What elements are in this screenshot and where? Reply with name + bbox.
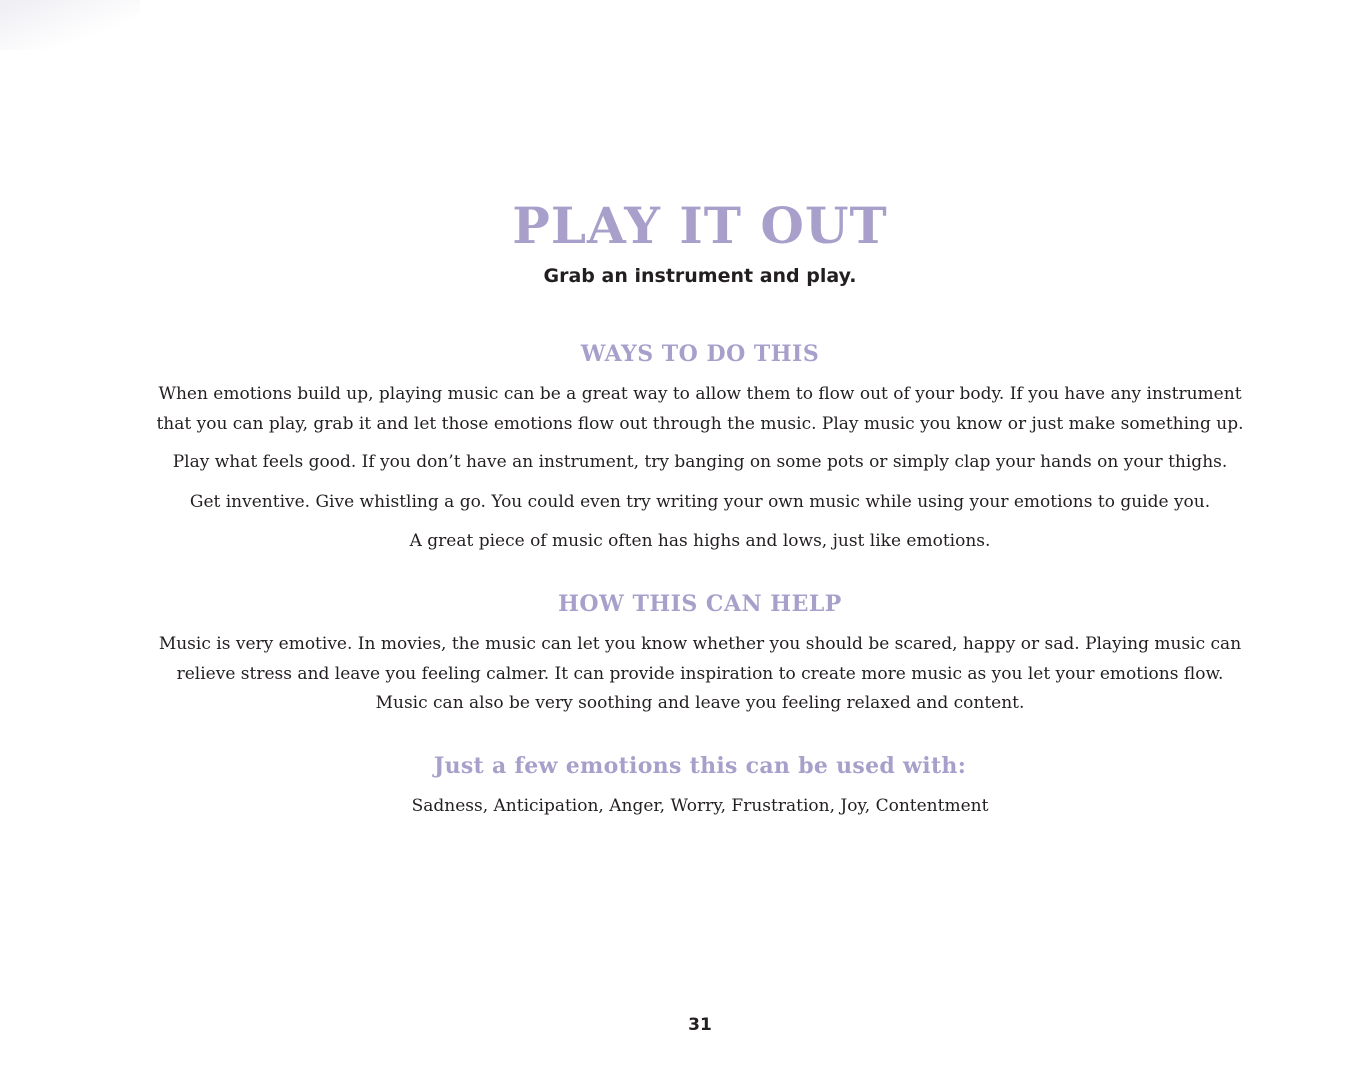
ways-paragraph: Get inventive. Give whistling a go. You could even try writing your own music while using your emotions to guide you. (189, 492, 1211, 512)
emotions-list: Sadness, Anticipation, Anger, Worry, Frustration, Joy, Contentment (411, 796, 989, 816)
page-number: 31 (688, 1015, 712, 1035)
help-paragraph: Music is very emotive. In movies, the music can let you know whether you should be scared, happy or sad. Playing music can relieve stress and leave you feeling calmer. It can provide inspiration to create more music as you let your emotions flow. Music can also be very soothing and leave you feeling relaxed and content. (158, 634, 1242, 713)
help-heading: HOW THIS CAN HELP (558, 591, 842, 617)
page-title: PLAY IT OUT (512, 196, 888, 255)
emotions-heading: Just a few emotions this can be used with: (433, 753, 967, 779)
ways-paragraph: Play what feels good. If you don’t have an instrument, try banging on some pots or simply clap your hands on your thighs. (172, 452, 1228, 472)
ways-heading: WAYS TO DO THIS (580, 341, 820, 367)
page-subtitle: Grab an instrument and play. (543, 265, 857, 287)
ways-paragraph: When emotions build up, playing music can be a great way to allow them to flow out of your body. If you have any instrument that you can play, grab it and let those emotions flow out through the music. Play music you know or just make something up. (156, 384, 1244, 434)
ways-paragraph: A great piece of music often has highs and lows, just like emotions. (409, 531, 991, 551)
page-edge-shadow (0, 0, 140, 50)
